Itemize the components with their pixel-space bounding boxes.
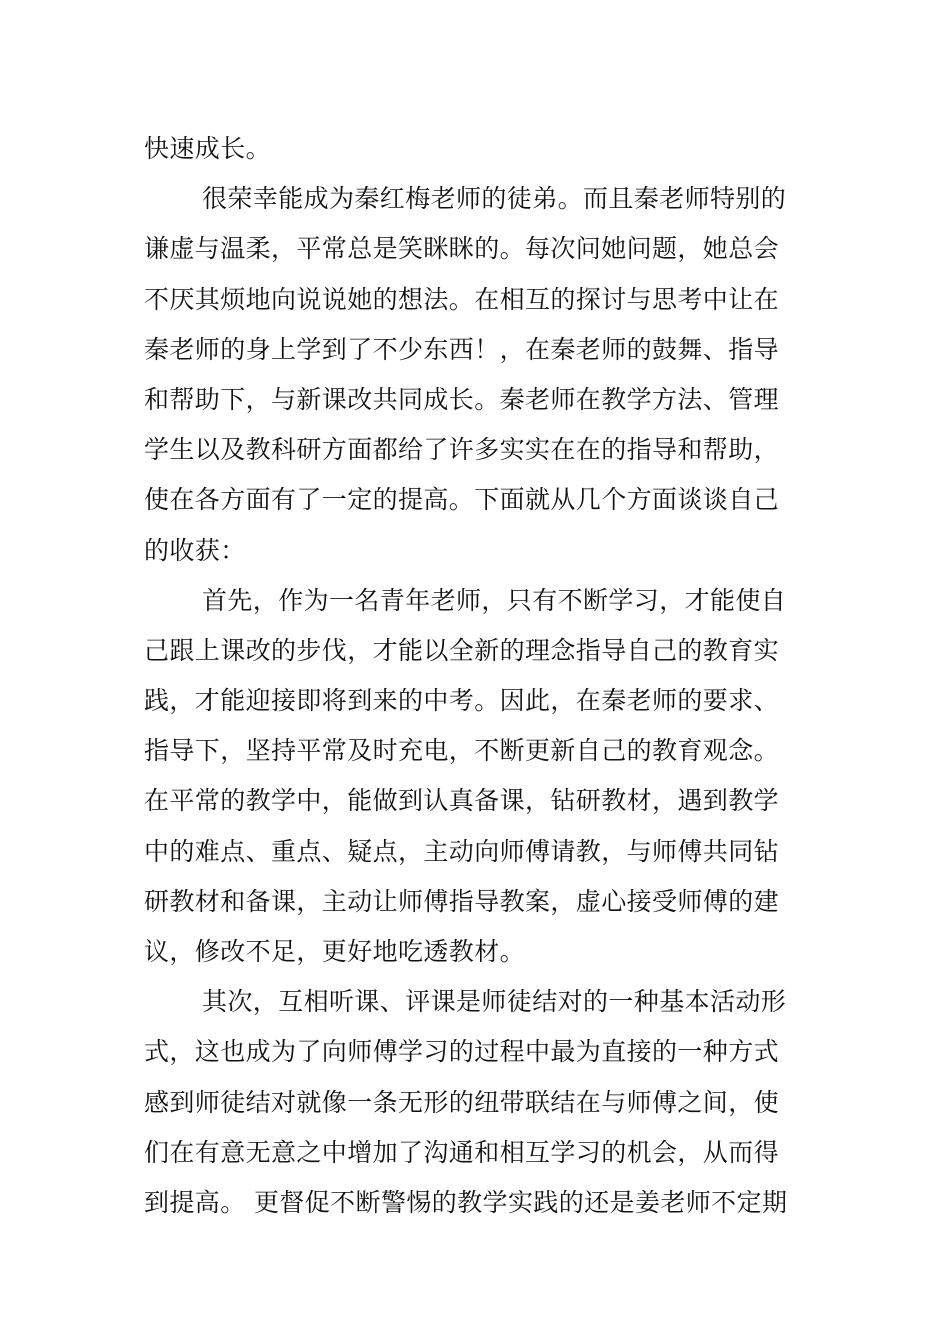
text-line: 式，这也成为了向师傅学习的过程中最为直接的一种方式 (144, 1037, 780, 1067)
text-line: 快速成长。 (144, 134, 272, 163)
text-line: 和帮助下，与新课改共同成长。秦老师在教学方法、管理 (144, 384, 780, 414)
text-line: 中的难点、重点、疑点，主动向师傅请教，与师傅共同钻 (144, 836, 780, 866)
text-line: 其次，互相听课、评课是师徒结对的一种基本活动形 (202, 987, 787, 1017)
text-line: 到提高。 更督促不断警惕的教学实践的还是姜老师不定期 (144, 1187, 788, 1217)
text-line: 首先，作为一名青年老师，只有不断学习，才能使自 (202, 585, 787, 615)
text-line: 己跟上课改的步伐，才能以全新的理念指导自己的教育实 (144, 635, 780, 665)
text-line: 使在各方面有了一定的提高。下面就从几个方面谈谈自己 (144, 485, 780, 515)
body-text (144, 124, 814, 1228)
text-line: 很荣幸能成为秦红梅老师的徒弟。而且秦老师特别的 (202, 184, 787, 214)
text-line: 践，才能迎接即将到来的中考。因此，在秦老师的要求、 (144, 686, 780, 716)
text-line: 的收获： (144, 535, 246, 565)
text-line: 议，修改不足，更好地吃透教材。 (144, 937, 526, 966)
text-line: 谦虚与温柔，平常总是笑眯眯的。每次问她问题，她总会 (144, 234, 780, 264)
text-line: 指导下，坚持平常及时充电，不断更新自己的教育观念。 (144, 736, 780, 766)
text-line: 学生以及教科研方面都给了许多实实在在的指导和帮助， (144, 435, 780, 465)
text-line: 秦老师的身上学到了不少东西！，在秦老师的鼓舞、指导 (144, 334, 780, 364)
text-line: 研教材和备课，主动让师傅指导教案，虚心接受师傅的建 (144, 886, 780, 916)
text-line: 们在有意无意之中增加了沟通和相互学习的机会，从而得 (144, 1137, 780, 1167)
text-line: 在平常的教学中，能做到认真备课，钻研教材，遇到教学 (144, 786, 780, 816)
text-line: 感到师徒结对就像一条无形的纽带联结在与师傅之间，使 (144, 1087, 780, 1117)
text-line: 不厌其烦地向说说她的想法。在相互的探讨与思考中让在 (144, 284, 780, 314)
